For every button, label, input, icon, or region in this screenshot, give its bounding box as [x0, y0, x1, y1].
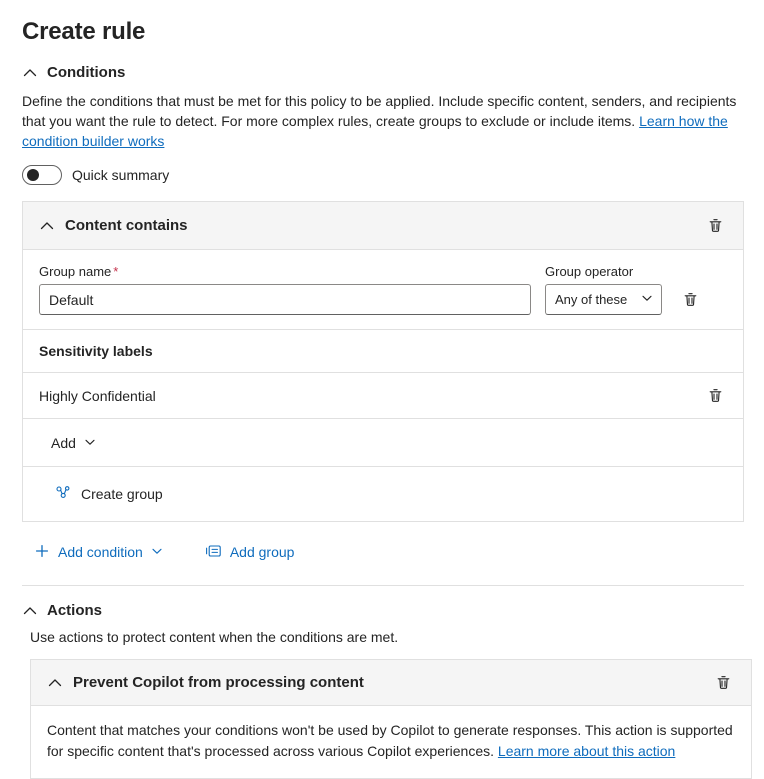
chevron-up-icon[interactable] [22, 65, 38, 81]
create-group-button[interactable] [49, 480, 169, 508]
learn-more-action-link[interactable]: Learn more about this action [497, 743, 676, 759]
prevent-copilot-action-title: Prevent Copilot from processing content [73, 674, 364, 691]
conditions-title: Conditions [47, 64, 126, 81]
section-divider [22, 585, 744, 586]
sensitivity-labels-subheader: Sensitivity labels [23, 330, 743, 373]
actions-title: Actions [47, 602, 103, 619]
conditions-section-header[interactable] [22, 64, 742, 81]
delete-group-icon[interactable] [676, 285, 704, 313]
quick-summary-label: Quick summary [72, 167, 170, 183]
sensitivity-label-value: Highly Confidential [39, 387, 156, 404]
chevron-up-icon[interactable] [39, 218, 55, 234]
list-item [23, 373, 743, 419]
delete-action-icon[interactable] [709, 669, 737, 697]
required-marker: * [113, 264, 119, 279]
prevent-copilot-action-body [31, 706, 751, 778]
prevent-copilot-action-header[interactable] [31, 660, 751, 706]
toggle-knob [27, 169, 39, 181]
group-operator-select-wrap [545, 284, 662, 315]
actions-section-header[interactable] [22, 602, 742, 619]
add-condition-label: Add condition [58, 544, 143, 560]
group-icon [55, 484, 72, 504]
add-condition-button[interactable] [30, 539, 167, 566]
group-operator-label: Group operator [545, 264, 634, 279]
chevron-up-icon[interactable] [22, 603, 38, 619]
group-name-label [39, 264, 531, 279]
delete-value-icon[interactable] [701, 382, 729, 410]
chevron-down-icon[interactable] [641, 292, 653, 307]
content-contains-title: Content contains [65, 217, 188, 234]
prevent-copilot-action-card [30, 659, 752, 779]
prevent-copilot-action-text: Content that matches your conditions won't be used by Copilot to generate responses. This action is supported for specific content that's processed across various Copilot experiences. [47, 722, 733, 759]
add-value-label: Add [51, 434, 76, 451]
page-title: Create rule [22, 18, 146, 45]
actions-description: Use actions to protect content when the conditions are met. [30, 629, 399, 645]
group-name-label-text: Group name [39, 264, 112, 279]
conditions-description [22, 91, 742, 151]
group-name-field [39, 264, 531, 315]
add-value-row [23, 419, 743, 467]
content-contains-card [22, 201, 744, 522]
group-operator-value: Any of these [555, 292, 628, 307]
delete-condition-icon[interactable] [701, 212, 729, 240]
group-name-row [23, 250, 743, 330]
group-operator-field [545, 264, 662, 315]
group-operator-select[interactable] [545, 284, 662, 315]
plus-icon [34, 543, 50, 562]
add-group-label: Add group [229, 544, 295, 560]
condition-footer-actions [30, 536, 742, 568]
chevron-up-icon[interactable] [47, 675, 63, 691]
conditions-description-text: Define the conditions that must be met for this policy to be applied. Include specific content, senders, and recipients that you want the rule to detect. For more complex rules, create groups to exclude or include items. [22, 93, 737, 129]
create-group-label: Create group [81, 486, 163, 502]
condition-builder-learn-link[interactable]: Learn how the condition builder works [22, 113, 728, 149]
chevron-down-icon[interactable] [151, 544, 163, 560]
add-group-button[interactable] [201, 539, 299, 566]
content-contains-header[interactable] [23, 202, 743, 250]
chevron-down-icon[interactable] [84, 435, 96, 451]
group-name-input[interactable] [39, 284, 531, 315]
create-group-row [23, 467, 743, 521]
add-value-button[interactable] [45, 431, 102, 455]
quick-summary-row [22, 165, 742, 185]
quick-summary-toggle[interactable] [22, 165, 62, 185]
add-group-icon [205, 543, 222, 562]
